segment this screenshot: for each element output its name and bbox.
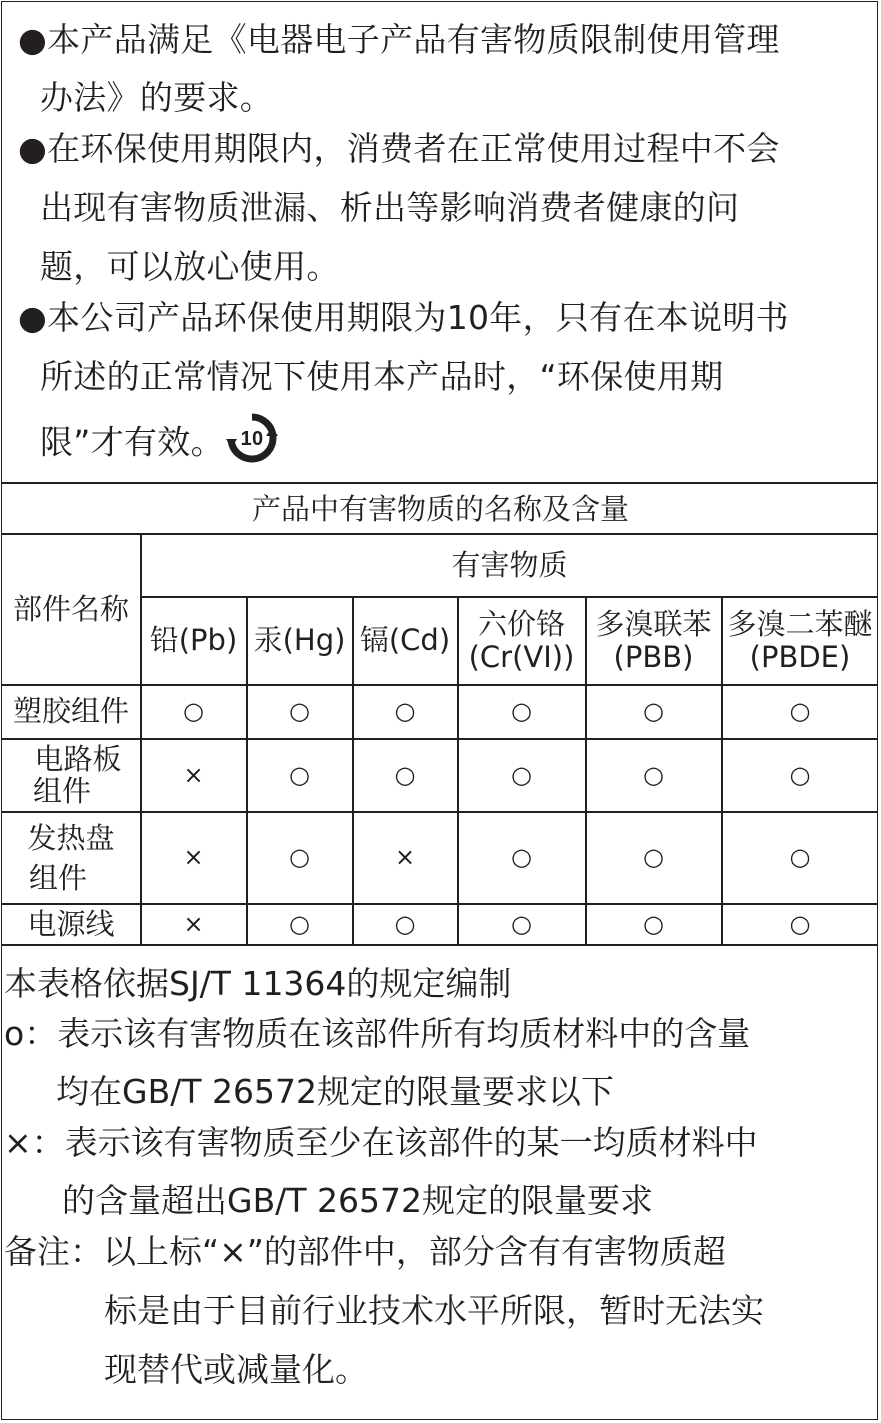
column-header-pb: 铅(Pb) — [149, 623, 238, 657]
epup-10-icon — [226, 412, 278, 464]
statement-2-line-1: ●在环保使用期限内，消费者在正常使用过程中不会 — [18, 129, 780, 168]
row-1-pbde: ○ — [789, 697, 811, 725]
table-bottom-border — [1, 944, 878, 946]
row-2-pbb: ○ — [643, 760, 664, 789]
row-1-cd: ○ — [394, 697, 416, 725]
row-3-cd: × — [394, 843, 416, 871]
row-3-cr6: ○ — [511, 843, 532, 871]
statement-2-line-2: 出现有害物质泄漏、析出等影响消费者健康的问 — [40, 188, 740, 227]
row-3-pb: × — [183, 843, 204, 871]
row-1-pbb: ○ — [643, 697, 664, 725]
statement-1-line-2: 办法》的要求。 — [40, 78, 274, 117]
row-4-pbb: ○ — [643, 909, 664, 938]
statement-3-line-1: ●本公司产品环保使用期限为10年，只有在本说明书 — [18, 298, 789, 337]
table-title: 产品中有害物质的名称及含量 — [251, 492, 629, 526]
row-2-pbde: ○ — [789, 760, 811, 789]
column-header-hg: 汞(Hg) — [253, 623, 346, 657]
row-2-hg: ○ — [289, 760, 310, 789]
row-1-pb: ○ — [183, 697, 204, 725]
row-3-hg: ○ — [289, 843, 310, 871]
row-3-pbb: ○ — [643, 843, 664, 871]
row-2-part-name: 电路板 组件 — [32, 742, 122, 808]
note-remark-line-3: 现替代或减量化。 — [104, 1350, 368, 1389]
column-header-pbde: 多溴二苯醚 (PBDE) — [727, 606, 873, 674]
row-4-cd: ○ — [394, 909, 416, 938]
statement-1-line-1: ●本产品满足《电器电子产品有害物质限制使用管理 — [18, 20, 780, 59]
column-header-cd: 镉(Cd) — [359, 623, 451, 657]
row-2-cd: ○ — [394, 760, 416, 789]
statement-3-line-3 — [40, 418, 278, 470]
column-header-pbb: 多溴联苯 (PBB) — [595, 606, 712, 674]
row-4-pb: × — [183, 909, 204, 938]
row-1-part-name: 塑胶组件 — [12, 694, 129, 728]
epup-10-label: 10 — [240, 428, 264, 450]
note-cross-line-1: ×：表示该有害物质至少在该部件的某一均质材料中 — [4, 1123, 758, 1162]
row-4-hg: ○ — [289, 909, 310, 938]
row-4-part-name: 电源线 — [27, 906, 115, 941]
row-3-part-name: 发热盘 组件 — [27, 820, 115, 895]
note-remark-line-2: 标是由于目前行业技术水平所限，暂时无法实 — [104, 1291, 764, 1330]
row-2-pb: × — [183, 760, 204, 789]
row-1-cr6: ○ — [511, 697, 532, 725]
row-2-cr6: ○ — [511, 760, 532, 789]
note-basis: 本表格依据SJ/T 11364的规定编制 — [4, 964, 512, 1003]
statement-3-line-3-text: 限”才有效。 — [40, 422, 224, 462]
note-circle-line-1: o：表示该有害物质在该部件所有均质材料中的含量 — [4, 1014, 751, 1053]
row-3-pbde: ○ — [789, 843, 811, 871]
row-1-hg: ○ — [289, 697, 310, 725]
row-4-pbde: ○ — [789, 909, 811, 938]
note-circle-line-2: 均在GB/T 26572规定的限量要求以下 — [56, 1072, 614, 1111]
statement-2-line-3: 题，可以放心使用。 — [40, 247, 340, 286]
column-header-cr6: 六价铬 (Cr(VI)) — [468, 606, 575, 674]
part-name-header: 部件名称 — [12, 591, 129, 626]
hazardous-substances-header: 有害物质 — [451, 547, 568, 582]
section-divider — [1, 482, 878, 484]
note-remark-line-1: 备注：以上标“×”的部件中，部分含有有害物质超 — [4, 1232, 726, 1271]
row-4-cr6: ○ — [511, 909, 532, 938]
note-cross-line-2: 的含量超出GB/T 26572规定的限量要求 — [62, 1181, 653, 1220]
statement-3-line-2: 所述的正常情况下使用本产品时，“环保使用期 — [40, 357, 724, 396]
